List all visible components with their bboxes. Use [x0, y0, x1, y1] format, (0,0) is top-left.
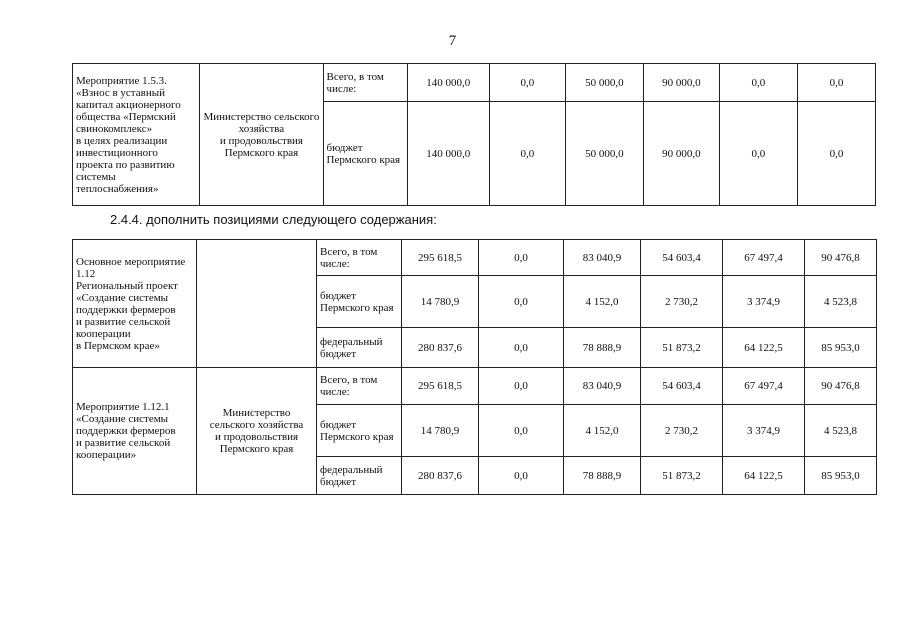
- funding-source: бюджет Пермского края: [323, 102, 407, 206]
- amount-cell: 295 618,5: [402, 240, 479, 276]
- responsible-organization: [197, 240, 317, 368]
- amount-cell: 90 476,8: [805, 368, 877, 405]
- amount-cell: 0,0: [719, 64, 797, 102]
- amount-cell: 85 953,0: [805, 328, 877, 368]
- amount-cell: 64 122,5: [723, 457, 805, 495]
- amount-cell: 0,0: [479, 240, 564, 276]
- amount-cell: 4 152,0: [564, 276, 641, 328]
- amount-cell: 295 618,5: [402, 368, 479, 405]
- amount-cell: 78 888,9: [564, 457, 641, 495]
- activity-description: Мероприятие 1.5.3. «Взнос в уставный капитал акционерного общества «Пермский свинокомплекс» в целях реализации инвестиционного проекта по развитию системы теплоснабжения»: [73, 64, 200, 206]
- amount-cell: 90 000,0: [643, 64, 719, 102]
- amount-cell: 0,0: [797, 64, 875, 102]
- amount-cell: 14 780,9: [402, 276, 479, 328]
- amount-cell: 0,0: [797, 102, 875, 206]
- amount-cell: 140 000,0: [407, 64, 489, 102]
- section-heading: 2.4.4. дополнить позициями следующего содержания:: [110, 212, 437, 227]
- table-row: [73, 64, 876, 102]
- amount-cell: 78 888,9: [564, 328, 641, 368]
- amount-cell: 90 476,8: [805, 240, 877, 276]
- amount-cell: 14 780,9: [402, 405, 479, 457]
- table-row: [73, 240, 877, 276]
- amount-cell: 0,0: [489, 64, 565, 102]
- table-row: [73, 368, 877, 405]
- amount-cell: 54 603,4: [641, 240, 723, 276]
- amount-cell: 280 837,6: [402, 328, 479, 368]
- amount-cell: 0,0: [479, 457, 564, 495]
- amount-cell: 0,0: [479, 328, 564, 368]
- funding-source: Всего, в том числе:: [317, 240, 402, 276]
- amount-cell: 51 873,2: [641, 457, 723, 495]
- budget-table-1: [72, 63, 876, 206]
- amount-cell: 280 837,6: [402, 457, 479, 495]
- amount-cell: 3 374,9: [723, 405, 805, 457]
- page-number: 7: [448, 33, 457, 49]
- amount-cell: 2 730,2: [641, 405, 723, 457]
- amount-cell: 64 122,5: [723, 328, 805, 368]
- amount-cell: 51 873,2: [641, 328, 723, 368]
- amount-cell: 4 523,8: [805, 405, 877, 457]
- responsible-organization: Министерство сельского хозяйства и продовольствия Пермского края: [200, 64, 323, 206]
- funding-source: Всего, в том числе:: [323, 64, 407, 102]
- funding-source: Всего, в том числе:: [317, 368, 402, 405]
- amount-cell: 67 497,4: [723, 368, 805, 405]
- amount-cell: 54 603,4: [641, 368, 723, 405]
- amount-cell: 83 040,9: [564, 240, 641, 276]
- responsible-organization: Министерство сельского хозяйства и продовольствия Пермского края: [197, 368, 317, 495]
- amount-cell: 0,0: [489, 102, 565, 206]
- amount-cell: 0,0: [479, 405, 564, 457]
- amount-cell: 50 000,0: [565, 102, 643, 206]
- amount-cell: 67 497,4: [723, 240, 805, 276]
- amount-cell: 140 000,0: [407, 102, 489, 206]
- amount-cell: 50 000,0: [565, 64, 643, 102]
- budget-table-2: [72, 239, 877, 495]
- amount-cell: 85 953,0: [805, 457, 877, 495]
- amount-cell: 83 040,9: [564, 368, 641, 405]
- amount-cell: 90 000,0: [643, 102, 719, 206]
- amount-cell: 4 523,8: [805, 276, 877, 328]
- amount-cell: 3 374,9: [723, 276, 805, 328]
- funding-source: бюджет Пермского края: [317, 405, 402, 457]
- amount-cell: 0,0: [719, 102, 797, 206]
- activity-description: Основное мероприятие 1.12 Региональный проект «Создание системы поддержки фермеров и развитие сельской кооперации в Пермском крае»: [73, 240, 197, 368]
- amount-cell: 2 730,2: [641, 276, 723, 328]
- funding-source: бюджет Пермского края: [317, 276, 402, 328]
- funding-source: федеральный бюджет: [317, 457, 402, 495]
- amount-cell: 0,0: [479, 276, 564, 328]
- funding-source: федеральный бюджет: [317, 328, 402, 368]
- activity-description: Мероприятие 1.12.1 «Создание системы поддержки фермеров и развитие сельской кооперации»: [73, 368, 197, 495]
- amount-cell: 4 152,0: [564, 405, 641, 457]
- amount-cell: 0,0: [479, 368, 564, 405]
